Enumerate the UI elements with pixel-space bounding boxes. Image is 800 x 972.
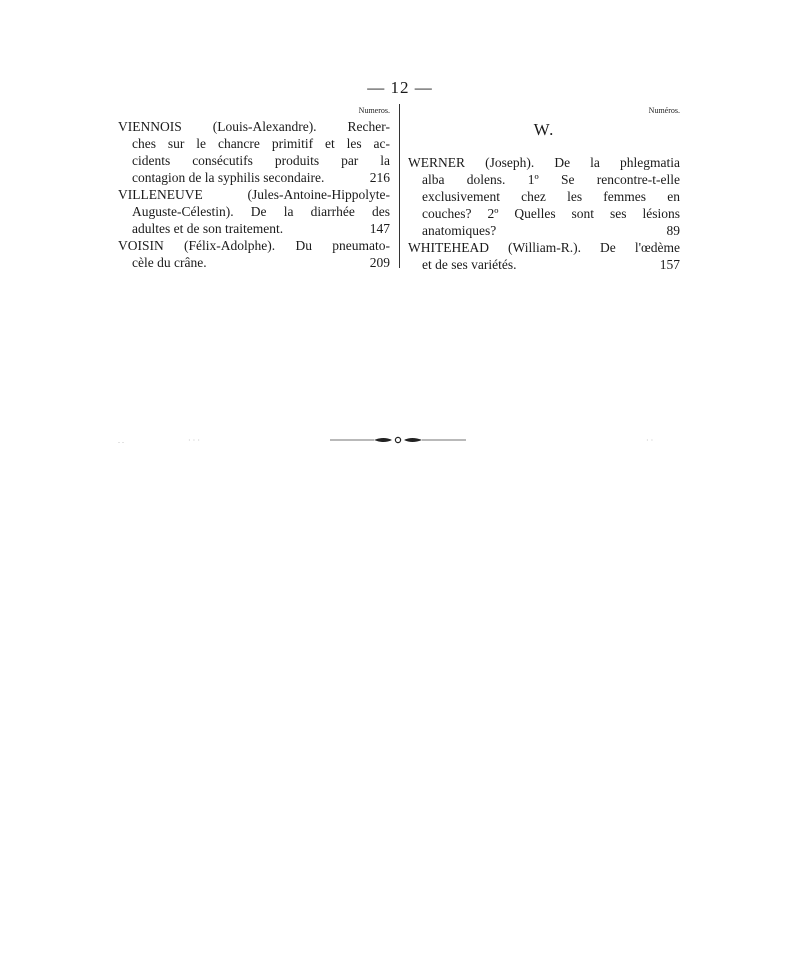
index-entry [118, 237, 390, 271]
page-number: — 12 — [367, 78, 433, 97]
entry-line: exclusivement chez les femmes en [422, 189, 680, 204]
entry-line: WHITEHEAD (William-R.). De l'œdème [408, 240, 680, 255]
entry-line: VOISIN (Félix-Adolphe). Du pneumato- [118, 238, 390, 253]
entry-number: 147 [369, 221, 390, 236]
column-divider [399, 104, 400, 268]
entry-line: anatomiques? [422, 223, 497, 238]
index-entry [408, 239, 680, 273]
entry-line: VILLENEUVE (Jules-Antoine-Hippolyte- [118, 187, 390, 202]
index-entry [408, 154, 680, 239]
entry-line: cidents consécutifs produits par la [132, 153, 390, 168]
entry-line: cèle du crâne. [132, 255, 207, 270]
entry-line: ches sur le chancre primitif et les ac- [132, 136, 390, 151]
entry-number: 89 [666, 223, 680, 238]
entry-line: couches? 2º Quelles sont ses lésions [422, 206, 680, 221]
entry-number: 216 [369, 170, 390, 185]
entry-line: WERNER (Joseph). De la phlegmatia [408, 155, 680, 170]
entry-line: contagion de la syphilis secondaire. [132, 170, 325, 185]
entry-line: et de ses variétés. [422, 257, 517, 272]
print-speck: · · [646, 436, 654, 445]
ornamental-rule [330, 432, 466, 448]
print-speck: · · · [188, 436, 200, 445]
print-speck: . . [118, 436, 124, 445]
entry-line: alba dolens. 1º Se rencontre-t-elle [422, 172, 680, 187]
left-column-header: Numeros. [358, 106, 390, 115]
entry-number: 157 [659, 257, 680, 272]
index-entry [118, 186, 390, 237]
section-letter: W. [533, 120, 555, 139]
entry-line: VIENNOIS (Louis-Alexandre). Recher- [118, 119, 390, 134]
entry-line: adultes et de son traitement. [132, 221, 284, 236]
left-column [118, 104, 390, 271]
right-column [408, 104, 680, 273]
entry-number: 209 [369, 255, 390, 270]
index-entry [118, 118, 390, 186]
right-column-header: Numéros. [648, 106, 680, 115]
entry-line: Auguste-Célestin). De la diarrhée des [132, 204, 390, 219]
